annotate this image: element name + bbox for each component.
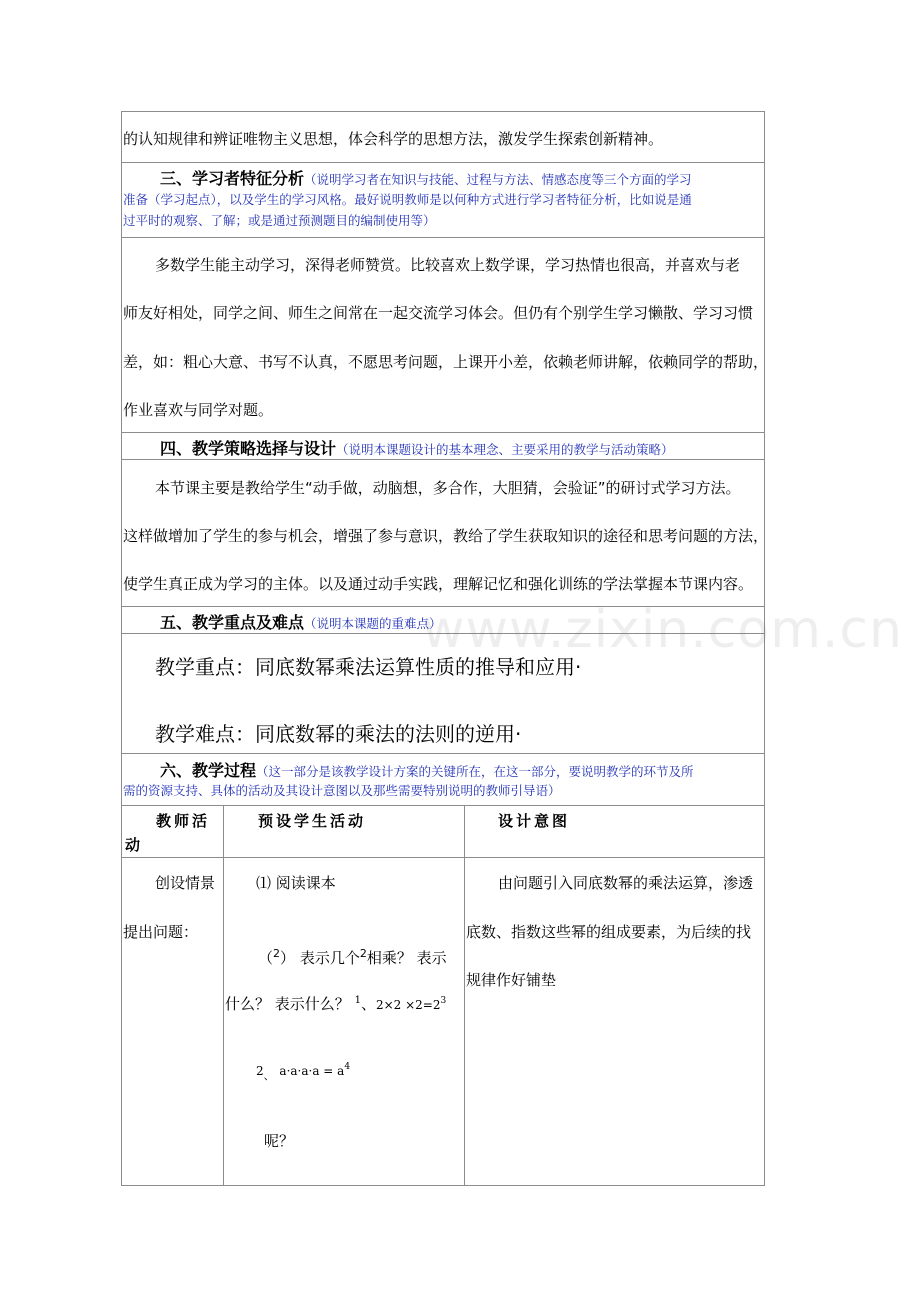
design-intent-line: 规律作好铺垫 [466,971,557,989]
formula-separator: 、 [263,1069,275,1082]
header-teacher-activity: 教师活 [156,812,211,830]
row-divider [121,432,765,433]
formula-label: 2 [256,1064,264,1078]
section-3-note-line: （说明学习者在知识与技能、过程与方法、情感态度等三个方面的学习 [304,172,692,187]
row-divider [121,805,765,806]
formula-1-exponent: 3 [440,996,447,1006]
item-text: 阅读课本 [275,874,336,892]
teacher-activity-line: 提出问题： [123,923,199,941]
superscript: 2 [359,947,367,960]
section-6-title: 六、教学过程 [160,761,257,780]
paren-open: （ [258,949,274,967]
formula-2-exponent: 4 [344,1062,351,1072]
formula-2: a·a·a·a = a [279,1064,345,1078]
section-3-title: 三、学习者特征分析 [160,169,305,188]
student-line-3 [225,991,446,1015]
formula-label: 1 [354,995,361,1006]
line-text: 什么？ 表示什么？ [225,995,350,1013]
row-divider [121,857,765,858]
section-5-title: 五、教学重点及难点 [160,613,305,632]
section-6-heading [160,758,694,781]
section-3-heading [160,166,692,189]
section-4-paragraph-line: 使学生真正成为学习的主体。以及通过动手实践，理解记忆和强化训练的学法掌握本节课内容。 [123,575,754,593]
section-6-note-line: 需的资源支持、具体的活动及其设计意图以及那些需要特别说明的教师引导语） [123,783,561,798]
student-item-2 [258,944,447,968]
item-number: ⑴ [256,874,272,892]
watermark: www.zixin.com.cn [422,600,903,660]
header-teacher-activity-cont: 动 [125,836,144,854]
intro-text: 的认知规律和辨证唯物主义思想，体会科学的思想方法，激发学生探索创新精神。 [123,130,664,148]
student-question-end: 呢？ [264,1132,295,1150]
section-3-note-line: 准备（学习起点），以及学生的学习风格。最好说明教师是以何种方式进行学习者特征分析，比如说是通 [123,192,692,207]
paren-close: ） [280,949,296,967]
design-intent-line: 由问题引入同底数幂的乘法运算，渗透 [498,874,754,892]
section-3-paragraph-line: 差，如：粗心大意、书写不认真，不愿思考问题，上课开小差，依赖老师讲解，依赖同学的帮助， [123,353,769,371]
item-text: 表示几个 [299,949,360,967]
design-intent-line: 底数、指数这些幂的组成要素，为后续的找 [466,923,752,941]
row-divider [121,459,765,460]
section-4-title: 四、教学策略选择与设计 [160,439,337,458]
student-formula-2 [256,1057,350,1086]
section-4-paragraph-line: 本节课主要是教给学生“动手做，动脑想，多合作，大胆猜，会验证”的研讨式学习方法。 [155,479,741,497]
column-divider [464,805,465,1186]
row-divider [121,753,765,754]
section-3-paragraph-line: 多数学生能主动学习，深得老师赞赏。比较喜欢上数学课，学习热情也很高，并喜欢与老 [155,256,741,274]
section-4-heading [160,436,674,459]
student-item-1 [256,873,336,893]
section-3-note-line: 过平时的观察、了解；或是通过预测题目的编制使用等） [123,213,436,228]
section-5-heading [160,610,442,633]
section-4-paragraph-line: 这样做增加了学生的参与机会，增强了参与意识，教给了学生获取知识的途径和思考问题的方法， [123,527,769,545]
formula-1: 2×2 ×2=2 [375,998,441,1012]
row-divider [121,237,765,238]
section-3-paragraph-line: 作业喜欢与同学对题。 [123,401,274,419]
header-student-activity: 预设学生活动 [258,812,367,830]
item-text: 相乘？ 表示 [366,949,447,967]
column-divider [223,805,224,1186]
formula-separator: 、 [360,995,376,1013]
teacher-activity-line: 创设情景 [155,874,216,892]
item-number: 2 [273,947,281,960]
section-5-note: （说明本课题的重难点） [304,616,442,631]
row-divider [121,162,765,163]
difficult-point: 教学难点：同底数幂的乘法的法则的逆用· [155,722,522,746]
section-6-note-line: （这一部分是该教学设计方案的关键所在，在这一部分，要说明教学的环节及所 [256,764,694,779]
section-4-note: （说明本课题设计的基本理念、主要采用的教学与活动策略） [336,442,674,457]
section-3-paragraph-line: 师友好相处，同学之间、师生之间常在一起交流学习体会。但仍有个别学生学习懒散、学习习惯 [123,304,754,322]
key-point: 教学重点：同底数幂乘法运算性质的推导和应用· [155,655,582,679]
header-design-intent: 设计意图 [498,812,571,830]
